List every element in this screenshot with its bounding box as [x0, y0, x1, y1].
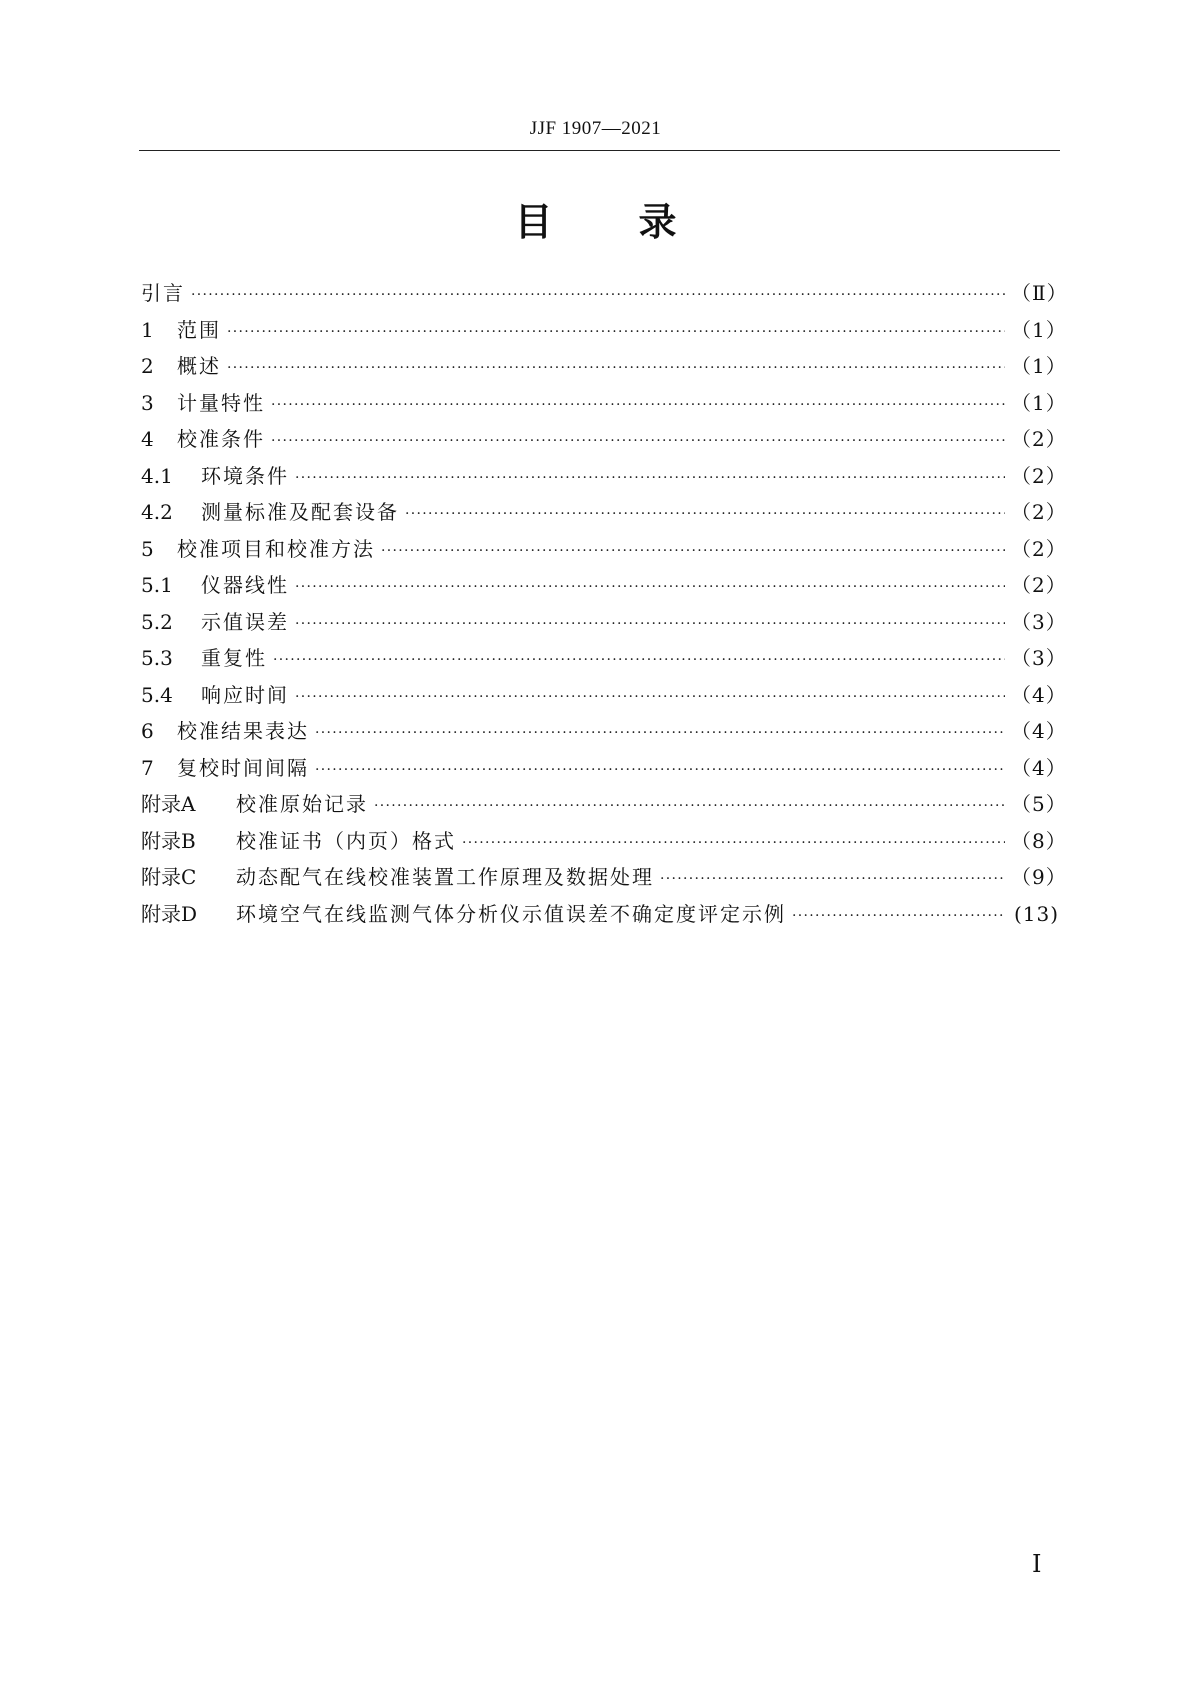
toc-entry[interactable] [141, 606, 1067, 643]
toc-entry-label: 范围 [177, 317, 221, 342]
page-number: Ⅰ [1032, 1552, 1042, 1578]
toc-leader-dots [405, 506, 1005, 522]
toc-entry-page: （1） [1011, 390, 1067, 415]
toc-entry-label: 动态配气在线校准装置工作原理及数据处理 [236, 865, 654, 889]
toc-entry[interactable] [141, 752, 1067, 789]
toc-entry[interactable] [141, 642, 1067, 679]
toc-entry-page: （2） [1011, 573, 1067, 597]
toc-entry-page: （Ⅱ） [1011, 281, 1068, 305]
toc-entry[interactable] [141, 314, 1067, 351]
toc-entry-label: 重复性 [201, 646, 267, 670]
toc-leader-dots [271, 433, 1005, 449]
toc-entry-page: （2） [1011, 427, 1067, 451]
toc-entry-number: 5 [141, 536, 154, 561]
toc-entry-label: 校准证书（内页）格式 [236, 828, 456, 853]
toc-entry[interactable] [141, 350, 1067, 387]
toc-entry-page: (13) [1013, 901, 1059, 926]
toc-entry[interactable] [141, 533, 1067, 570]
toc-entry[interactable] [141, 277, 1068, 314]
toc-leader-dots [295, 689, 1005, 705]
toc-entry[interactable] [141, 898, 1059, 935]
toc-entry[interactable] [141, 825, 1067, 862]
toc-entry-label: 环境条件 [201, 463, 289, 488]
toc-entry[interactable] [141, 861, 1067, 898]
page-title-part2: 录 [638, 200, 677, 244]
toc-entry-label: 校准项目和校准方法 [177, 536, 375, 561]
toc-entry-label: 概述 [177, 354, 221, 378]
toc-entry-number: 5.2 [141, 609, 173, 634]
toc-entry-label: 校准结果表达 [177, 719, 309, 743]
toc-leader-dots [381, 543, 1005, 559]
toc-entry-number: 1 [141, 317, 154, 342]
toc-leader-dots [295, 616, 1005, 632]
toc-entry-number: 6 [141, 719, 154, 743]
page-title [0, 196, 1191, 248]
toc-entry-page: （8） [1011, 828, 1067, 853]
toc-entry[interactable] [141, 387, 1067, 424]
toc-entry[interactable] [141, 569, 1067, 606]
toc-entry-label: 环境空气在线监测气体分析仪示值误差不确定度评定示例 [236, 901, 786, 926]
toc-entry-number: 2 [141, 354, 154, 378]
toc-entry-label: 响应时间 [201, 682, 289, 707]
toc-entry-number: 附录A [141, 792, 196, 816]
toc-entry-page: （3） [1011, 609, 1067, 634]
toc-entry-number: 5.1 [141, 573, 173, 597]
toc-entry-number: 4 [141, 427, 154, 451]
toc-entry-label: 校准原始记录 [236, 792, 368, 816]
toc-entry-label: 计量特性 [177, 390, 265, 415]
toc-entry[interactable] [141, 496, 1067, 533]
toc-entry[interactable] [141, 788, 1067, 825]
toc-entry-number: 5.3 [141, 646, 173, 670]
toc-entry-label: 引言 [141, 281, 185, 305]
toc-entry-number: 附录C [141, 865, 197, 889]
toc-leader-dots [315, 725, 1005, 741]
toc-entry-number: 5.4 [141, 682, 173, 707]
toc-entry-label: 测量标准及配套设备 [201, 500, 399, 524]
toc-leader-dots [295, 470, 1005, 486]
toc-leader-dots [660, 871, 1005, 887]
toc-leader-dots [191, 287, 1005, 303]
header-rule [139, 150, 1060, 151]
toc-leader-dots [273, 652, 1005, 668]
toc-entry-page: （4） [1011, 755, 1067, 780]
toc-entry-page: （3） [1011, 646, 1067, 670]
toc-entry-page: （1） [1011, 317, 1067, 342]
toc-entry-number: 4.2 [141, 500, 173, 524]
toc-entry-label: 示值误差 [201, 609, 289, 634]
toc-entry-number: 附录B [141, 828, 196, 853]
toc-entry-number: 3 [141, 390, 154, 415]
toc-leader-dots [462, 835, 1005, 851]
toc-entry-number: 附录D [141, 901, 198, 926]
toc-leader-dots [315, 762, 1005, 778]
page-title-part1: 目 [514, 200, 553, 244]
toc-entry-page: （4） [1011, 682, 1067, 707]
toc-entry[interactable] [141, 460, 1067, 497]
toc-entry-label: 复校时间间隔 [177, 755, 309, 780]
toc-leader-dots [227, 360, 1005, 376]
toc-entry[interactable] [141, 679, 1067, 716]
toc-entry-page: （2） [1011, 500, 1067, 524]
toc-entry-number: 4.1 [141, 463, 173, 488]
toc-entry[interactable] [141, 423, 1067, 460]
toc-entry[interactable] [141, 715, 1067, 752]
toc-leader-dots [374, 798, 1005, 814]
toc-entry-number: 7 [141, 755, 154, 780]
toc-entry-label: 仪器线性 [201, 573, 289, 597]
document-code: JJF 1907—2021 [529, 118, 662, 139]
table-of-contents [141, 277, 1068, 934]
toc-entry-label: 校准条件 [177, 427, 265, 451]
toc-entry-page: （4） [1011, 719, 1067, 743]
toc-leader-dots [271, 397, 1005, 413]
toc-entry-page: （2） [1011, 536, 1067, 561]
toc-leader-dots [295, 579, 1005, 595]
toc-leader-dots [792, 908, 1005, 924]
toc-entry-page: （2） [1011, 463, 1067, 488]
toc-entry-page: （1） [1011, 354, 1067, 378]
toc-entry-page: （9） [1011, 865, 1067, 889]
toc-entry-page: （5） [1011, 792, 1067, 816]
toc-leader-dots [227, 324, 1005, 340]
